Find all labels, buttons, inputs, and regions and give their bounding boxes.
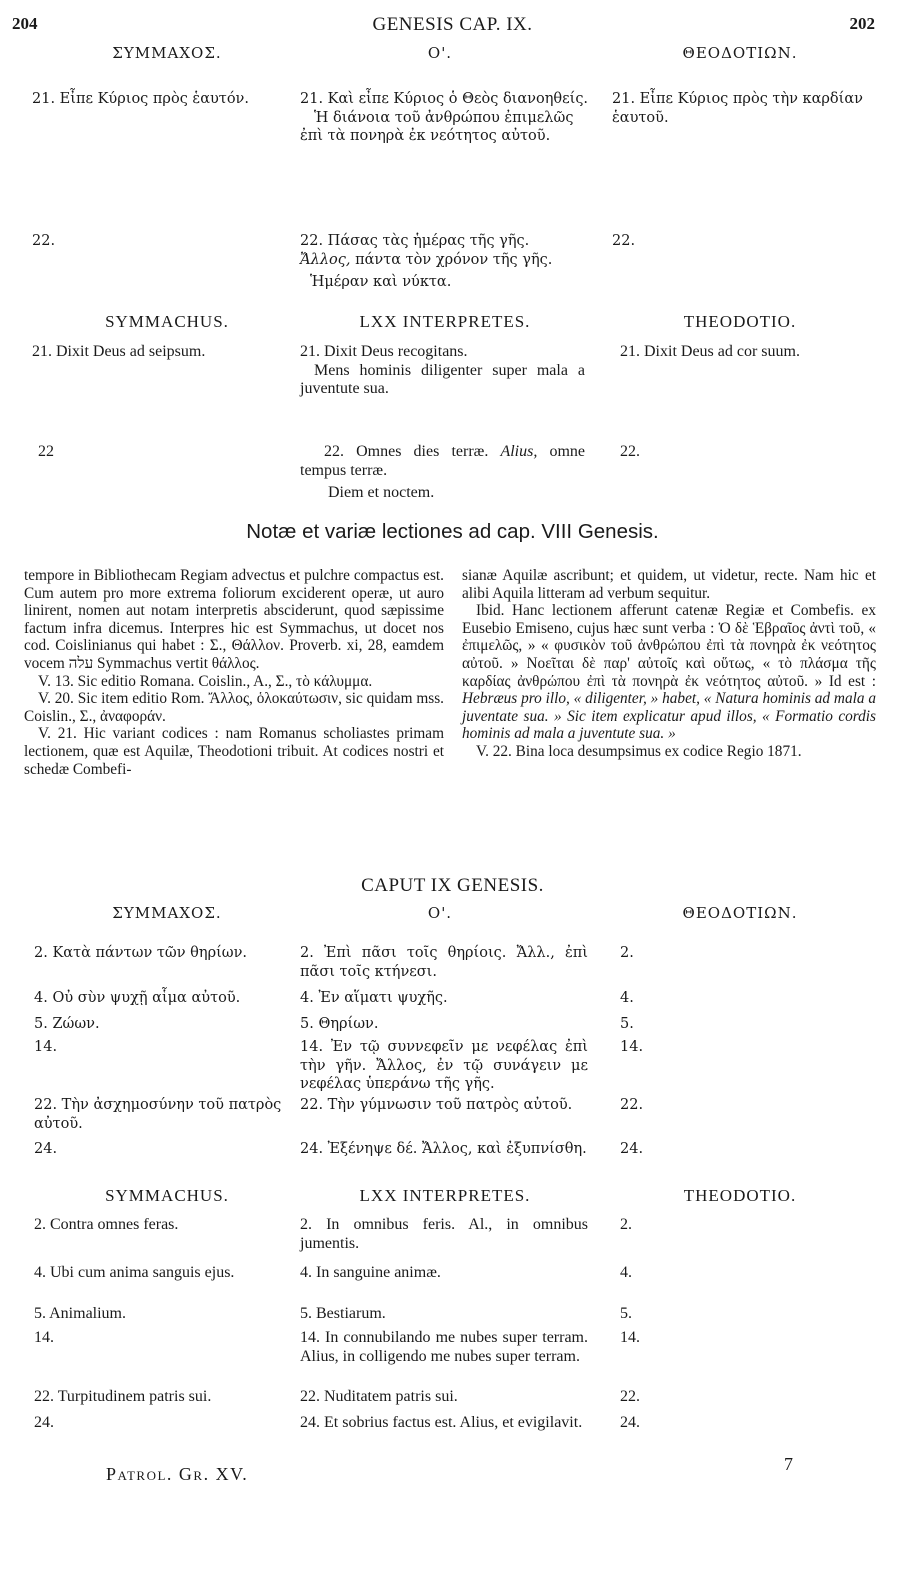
p2-lat-row-5-symmachus: 24. (34, 1414, 54, 1431)
p2-lat-row-3-symmachus: 14. (34, 1329, 54, 1346)
p1-lat-21-symmachus: 21. Dixit Deus ad seipsum. (32, 343, 206, 360)
p2-gr-row-5-theodotion: 24. (620, 1141, 644, 1157)
p2-lat-row-0-theodotion: 2. (620, 1216, 632, 1233)
p1-gr-22-theodotion: 22. (612, 233, 636, 249)
p2-gr-row-0-symmachus: 2. Κατὰ πάντων τῶν θηρίων. (34, 945, 248, 961)
p2-col-head-symmachus-gr: ΣΥΜΜΑΧΟΣ. (112, 904, 222, 922)
p2-gr-row-5-symmachus: 24. (34, 1141, 58, 1157)
p1-gr-21-lxx-line1: 21. Καὶ εἶπε Κύριος ὁ Θεὸς διανοηθείς. (300, 91, 589, 107)
notes-right-p2-italic: Hebræus pro illo, « diligenter, » habet, « Natura hominis ad mala a juventate sua. » Sic item explicatur apud illos, « Formatio cordis hominis ad mala a juventute sua. » (462, 690, 876, 743)
p2-lat-row-1-lxx: 4. In sanguine animæ. (300, 1264, 441, 1281)
notes-left-p4: V. 21. Hic variant codices : nam Romanus scholiastes primam lectionem, quæ est Aquilæ, Theodotioni tribuit. At codices nostri et schedæ Combefi- (24, 725, 444, 778)
p1-lat-21-lxx-line2: Mens hominis diligenter super mala a juventute sua. (300, 361, 585, 397)
p2-gr-row-4-lxx: 22. Τὴν γύμνωσιν τοῦ πατρὸς αὐτοῦ. (300, 1097, 573, 1113)
notes-left-p2: V. 13. Sic editio Romana. Coislin., A., Σ., τὸ κάλυμμα. (38, 672, 373, 690)
notes-title: Notæ et variæ lectiones ad cap. VIII Genesis. (246, 520, 659, 543)
p2-gr-row-2-theodotion: 5. (620, 1016, 634, 1032)
notes-left-p3: V. 20. Sic item editio Rom. Ἄλλος, ὁλοκαύτωσιν, sic quidam mss. Coislin., Σ., ἀναφοράν. (24, 690, 444, 725)
chapter-title: CAPUT IX GENESIS. (361, 875, 544, 896)
p2-gr-row-4-symmachus: 22. Τὴν ἀσχημοσύνην τοῦ πατρὸς αὐτοῦ. (34, 1097, 282, 1132)
p1-gr-21-lxx (300, 90, 590, 146)
p2-lat-row-2-lxx: 5. Bestiarum. (300, 1305, 386, 1322)
notes-left-p1: tempore in Bibliothecam Regiam advectus et pulchre compactus est. Cum autem pro more extrema foliorum exciderent operæ, ut auro linirent, nomen aut notam interpretis absciderunt, quod sæpissime factum infra dicemus. Interpres hic est Symmachus, ut docet nos cod. Coislinianus qui habet : Σ., Θάλλον. Proverb. xi, 28, eamdem vocem עלה Symmachus vertit θάλλος. (24, 567, 444, 672)
p2-col-head-lxx-gr: Ο'. (427, 904, 453, 922)
notes-right-p3: V. 22. Bina loca desumpsimus ex codice Regio 1871. (476, 742, 802, 760)
notes-right-p2: Ibid. Hanc lectionem afferunt catenæ Regiæ et Combefis. ex Eusebio Emiseno, cujus hæc sunt verba : Ὁ δὲ Ἑβραῖος ἀντὶ τοῦ, « ἐπιμελῶς, » « φυσικὸν τοῦ ἀνθρώπου ἐπὶ τὰ πονηρὰ ἐκ νεότητος αὐτοῦ. » Νοεῖται δὲ παρ' αὐτοῖς καὶ οὕτως, « τὸ πλάσμα τῆς καρδίας ἀνθρώπου ἐπὶ τὰ πονηρὰ ἐκ νεότητος αὐτοῦ. » Id est : (462, 602, 876, 690)
col-head-symmachus-lat: SYMMACHUS. (105, 312, 229, 331)
p2-gr-row-5-lxx: 24. Ἐξένηψε δέ. Ἄλλος, καὶ ἐξυπνίσθη. (300, 1141, 587, 1157)
p2-lat-row-4-symmachus: 22. Turpitudinem patris sui. (34, 1388, 212, 1405)
p2-gr-row-1-symmachus: 4. Οὐ σὺν ψυχῇ αἷμα αὐτοῦ. (34, 990, 241, 1006)
p2-gr-row-0-theodotion: 2. (620, 945, 634, 961)
p2-lat-row-1-symmachus: 4. Ubi cum anima sanguis ejus. (34, 1264, 235, 1281)
page-number-left: 204 (12, 14, 38, 33)
p2-lat-row-5-lxx: 24. Et sobrius factus est. Alius, et evigilavit. (300, 1414, 583, 1431)
notes-right-p1: sianæ Aquilæ ascribunt; et quidem, ut videtur, recte. Nam hic et alibi Aquila litteram ad verbum sequitur. (462, 567, 876, 602)
p1-gr-21-symmachus: 21. Εἶπε Κύριος πρὸς ἑαυτόν. (32, 91, 249, 107)
p1-lat-22-theodotion: 22. (620, 443, 640, 460)
running-title: GENESIS CAP. IX. (372, 14, 533, 35)
sheet-number: 7 (784, 1454, 793, 1474)
p1-gr-22-symmachus: 22. (32, 233, 56, 249)
p1-lat-21-theodotion: 21. Dixit Deus ad cor suum. (620, 343, 800, 360)
p1-gr-22-lxx (300, 232, 590, 292)
p2-col-head-theodotion-lat: THEODOTIO. (683, 1186, 797, 1205)
p2-lat-row-0-symmachus: 2. Contra omnes feras. (34, 1216, 179, 1233)
notes-left-column (24, 567, 444, 778)
p2-gr-row-3-symmachus: 14. (34, 1039, 58, 1055)
p1-lat-22-lxx-post: omne tempus terræ. (300, 443, 586, 479)
notes-right-column (462, 567, 876, 761)
p2-gr-row-4-theodotion: 22. (620, 1097, 644, 1113)
p1-lat-22-symmachus: 22 (38, 443, 54, 460)
p1-lat-22-lxx-line2: Diem et noctem. (328, 484, 435, 501)
p1-gr-21-lxx-line2: Ἡ διάνοια τοῦ ἀνθρώπου ἐπιμελῶς ἐπὶ τὰ πονηρὰ ἐκ νεότητος αὐτοῦ. (300, 109, 574, 144)
p2-gr-row-0-lxx: 2. Ἐπὶ πᾶσι τοῖς θηρίοις. Ἄλλ., ἐπὶ πᾶσι τοῖς κτήνεσι. (300, 945, 588, 980)
col-head-theodotion-gr: ΘΕΟΔΟΤΙΩΝ. (682, 44, 798, 62)
col-head-theodotion-lat: THEODOTIO. (683, 312, 797, 331)
p2-lat-row-3-theodotion: 14. (620, 1329, 640, 1346)
col-head-lxx-lat: LXX INTERPRETES. (359, 312, 531, 331)
p2-lat-row-2-theodotion: 5. (620, 1305, 632, 1322)
p1-gr-22-lxx-line2: πάντα τὸν χρόνον τῆς γῆς. (350, 251, 553, 268)
p2-lat-row-5-theodotion: 24. (620, 1414, 640, 1431)
p1-gr-22-lxx-line1: 22. Πάσας τὰς ἡμέρας τῆς γῆς. (300, 233, 530, 249)
p2-lat-row-1-theodotion: 4. (620, 1264, 632, 1281)
p2-lat-row-3-lxx: 14. In connubilando me nubes super terram. Alius, in colligendo me nubes super terram. (300, 1329, 588, 1365)
col-head-lxx-gr: Ο'. (427, 44, 453, 62)
p1-gr-22-lxx-line3: Ἡμέραν καὶ νύκτα. (310, 274, 452, 290)
p2-gr-row-3-theodotion: 14. (620, 1039, 644, 1055)
p1-lat-22-lxx-pre: 22. Omnes dies terræ. (324, 443, 501, 460)
p2-col-head-symmachus-lat: SYMMACHUS. (105, 1186, 229, 1205)
p2-lat-row-4-lxx: 22. Nuditatem patris sui. (300, 1388, 458, 1405)
p1-lat-21-lxx (300, 343, 585, 399)
p2-gr-row-3-lxx: 14. Ἐν τῷ συννεφεῖν με νεφέλας ἐπὶ τὴν γῆν. Ἄλλος, ἐν τῷ συνάγειν με νεφέλας ὑπεράνω τῆς γῆς. (300, 1039, 588, 1092)
p2-col-head-lxx-lat: LXX INTERPRETES. (359, 1186, 531, 1205)
p1-gr-22-lxx-alius: Ἄλλος, (300, 251, 351, 268)
p2-col-head-theodotion-gr: ΘΕΟΔΟΤΙΩΝ. (682, 904, 798, 922)
p2-lat-row-4-theodotion: 22. (620, 1388, 640, 1405)
p2-gr-row-2-lxx: 5. Θηρίων. (300, 1016, 379, 1032)
col-head-symmachus-gr: ΣΥΜΜΑΧΟΣ. (112, 44, 222, 62)
p2-gr-row-1-theodotion: 4. (620, 990, 634, 1006)
p1-lat-21-lxx-line1: 21. Dixit Deus recogitans. (300, 343, 468, 360)
signature-mark: Patrol. Gr. XV. (106, 1464, 249, 1484)
p2-gr-row-1-lxx: 4. Ἐν αἵματι ψυχῆς. (300, 990, 448, 1006)
p1-gr-21-theodotion: 21. Εἶπε Κύριος πρὸς τὴν καρδίαν ἑαυτοῦ. (612, 91, 863, 126)
p1-lat-22-lxx (300, 443, 585, 503)
p2-lat-row-2-symmachus: 5. Animalium. (34, 1305, 126, 1322)
p2-lat-row-0-lxx: 2. In omnibus feris. Al., in omnibus jumentis. (300, 1216, 588, 1252)
page-number-right: 202 (849, 14, 875, 33)
p2-gr-row-2-symmachus: 5. Ζώων. (34, 1016, 100, 1032)
p1-lat-22-lxx-alius: Alius, (500, 443, 538, 460)
